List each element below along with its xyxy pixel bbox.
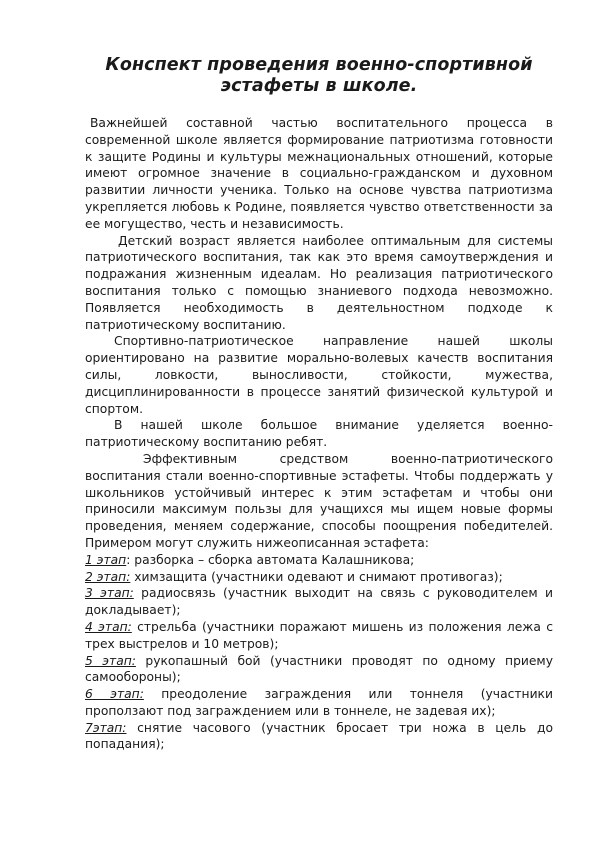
stage-text: преодоление заграждения или тоннеля (участники проползают под заграждением или в тоннеле, не задевая их); xyxy=(85,687,553,718)
paragraph-sport-direction: Спортивно-патриотическое направление нашей школы ориентировано на развитие морально-волевых качеств воспитания силы, ловкости, выносливости, стойкости, мужества, дисциплинированности в процессе занятий физической культурой и спортом. xyxy=(85,334,553,416)
paragraph-childhood: Детский возраст является наиболее оптимальным для системы патриотического воспитания, так как это время самоутверждения и подражания жизненным идеалам. Но реализация патриотического воспитания только с помощью знаниевого подхода невозможно. Появляется необходимость в деятельностном подходе к патриотическому воспитанию. xyxy=(85,233,553,332)
stage-item xyxy=(85,552,553,569)
stage-label: 3 этап: xyxy=(85,586,134,601)
document-page xyxy=(85,55,553,753)
paragraph-relays: Эффективным средством военно-патриотического воспитания стали военно-спортивные эстафеты. Чтобы поддержать у школьников устойчивый интерес к этим эстафетам и чтобы они приносили максимум пользы для учащихся мы ищем новые формы проведения, меняем содержание, способы поощрения победителей. Примером могут служить нижеописанная эстафета: xyxy=(85,451,553,550)
stage-label: 5 этап: xyxy=(85,653,136,668)
stage-label: 6 этап: xyxy=(85,687,144,702)
stage-label: 1 этап xyxy=(85,552,127,567)
stage-item xyxy=(85,720,553,754)
document-title xyxy=(85,55,553,97)
stage-item xyxy=(85,585,553,619)
stage-text: радиосвязь (участник выходит на связь с руководителем и докладывает); xyxy=(85,586,553,618)
stage-label: 4 этап: xyxy=(85,619,132,634)
stage-item xyxy=(85,619,553,653)
stage-text: химзащита (участники одевают и снимают противогаз); xyxy=(130,569,503,584)
stage-text: : разборка – сборка автомата Калашникова; xyxy=(126,552,415,567)
stage-text: стрельба (участники поражают мишень из положения лежа с трех выстрелов и 10 метров); xyxy=(85,619,553,651)
paragraph-intro: Важнейшей составной частью воспитательного процесса в современной школе является формирование патриотизма готовности к защите Родины и культуры межнациональных отношений, которые имеют огромное значение в социально-гражданском и духовном развитии личности ученика. Только на основе чувства патриотизма укрепляется любовь к Родине, появляется чувство ответственности за ее могущество, честь и независимость. xyxy=(85,116,553,231)
paragraph-our-school: В нашей школе большое внимание уделяется военно-патриотическому воспитанию ребят. xyxy=(85,418,553,450)
stage-item xyxy=(85,569,553,586)
stage-label: 2 этап: xyxy=(85,569,131,584)
stage-text: рукопашный бой (участники проводят по одному приему самообороны); xyxy=(85,653,553,685)
stage-text: снятие часового (участник бросает три ножа в цель до попадания); xyxy=(85,720,553,752)
stage-item xyxy=(85,653,553,687)
stage-item xyxy=(85,686,553,720)
title-line-1: Конспект проведения военно-спортивной xyxy=(105,55,533,75)
stage-label: 7этап: xyxy=(85,720,127,735)
title-line-2: эстафеты в школе. xyxy=(220,76,418,96)
